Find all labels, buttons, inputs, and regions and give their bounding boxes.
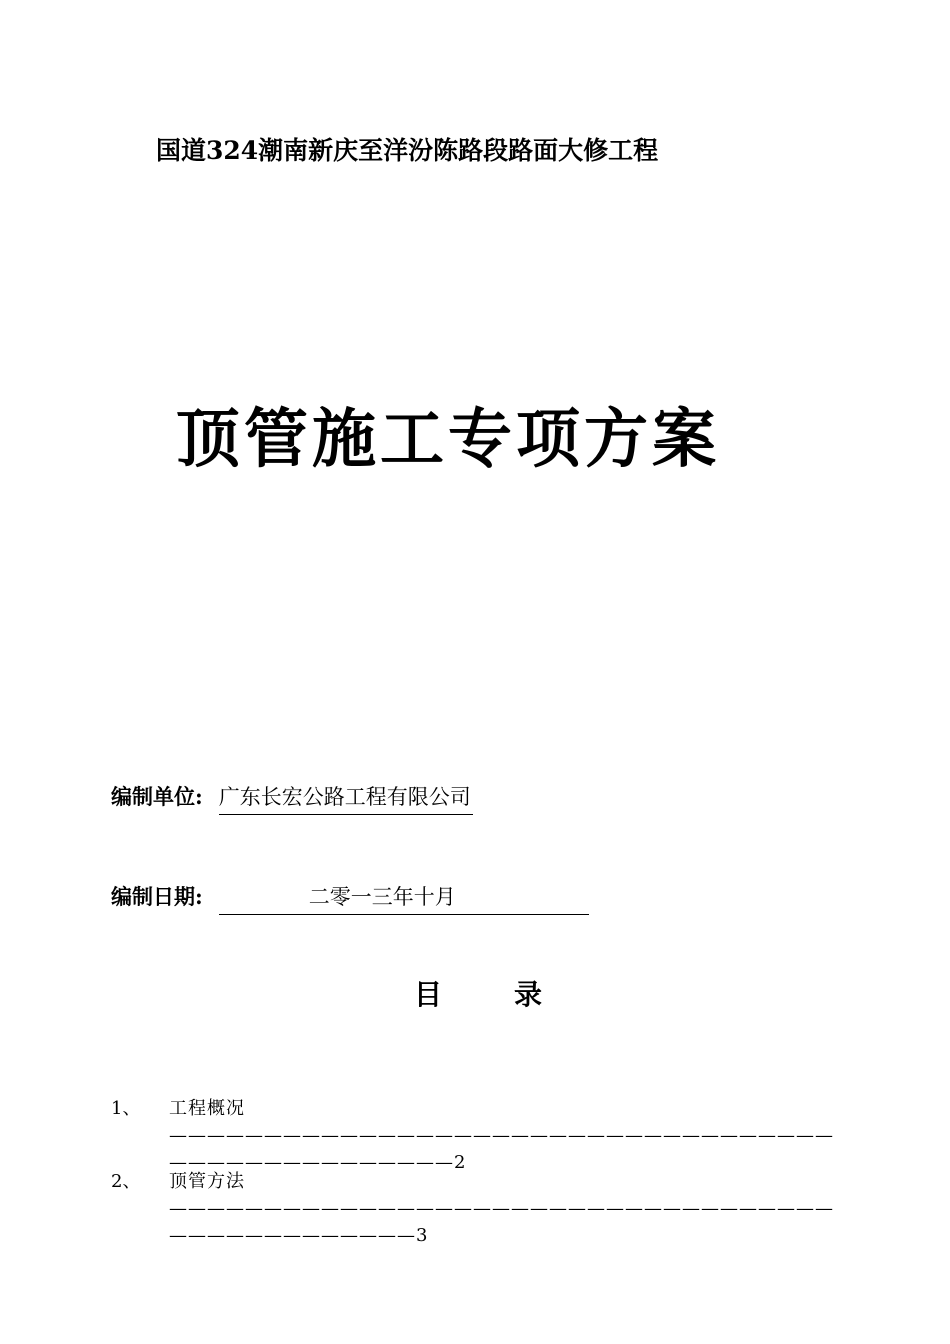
compile-unit-label: 编制单位: <box>111 784 203 809</box>
main-title: 顶管施工专项方案 <box>176 402 720 477</box>
compile-date-value: 二零一三年十月 <box>219 880 589 915</box>
compile-unit-value: 广东长宏公路工程有限公司 <box>219 780 473 815</box>
compile-date-row <box>111 880 589 915</box>
toc-item-text: 顶管方法————————————————————————————————————————————————3 <box>169 1171 834 1246</box>
toc-item-number: 2、 <box>111 1171 141 1192</box>
toc-item-number: 1、 <box>111 1098 141 1119</box>
toc-item-text: 工程概况——————————————————————————————————————————————————2 <box>169 1098 834 1173</box>
compile-unit-row <box>111 780 473 815</box>
toc-title-right: 录 <box>514 978 543 1011</box>
toc-title-left: 目 <box>414 978 443 1011</box>
toc-title <box>414 975 542 1015</box>
compile-date-label: 编制日期: <box>111 884 203 909</box>
project-title: 国道324潮南新庆至洋汾陈路段路面大修工程 <box>156 136 659 165</box>
